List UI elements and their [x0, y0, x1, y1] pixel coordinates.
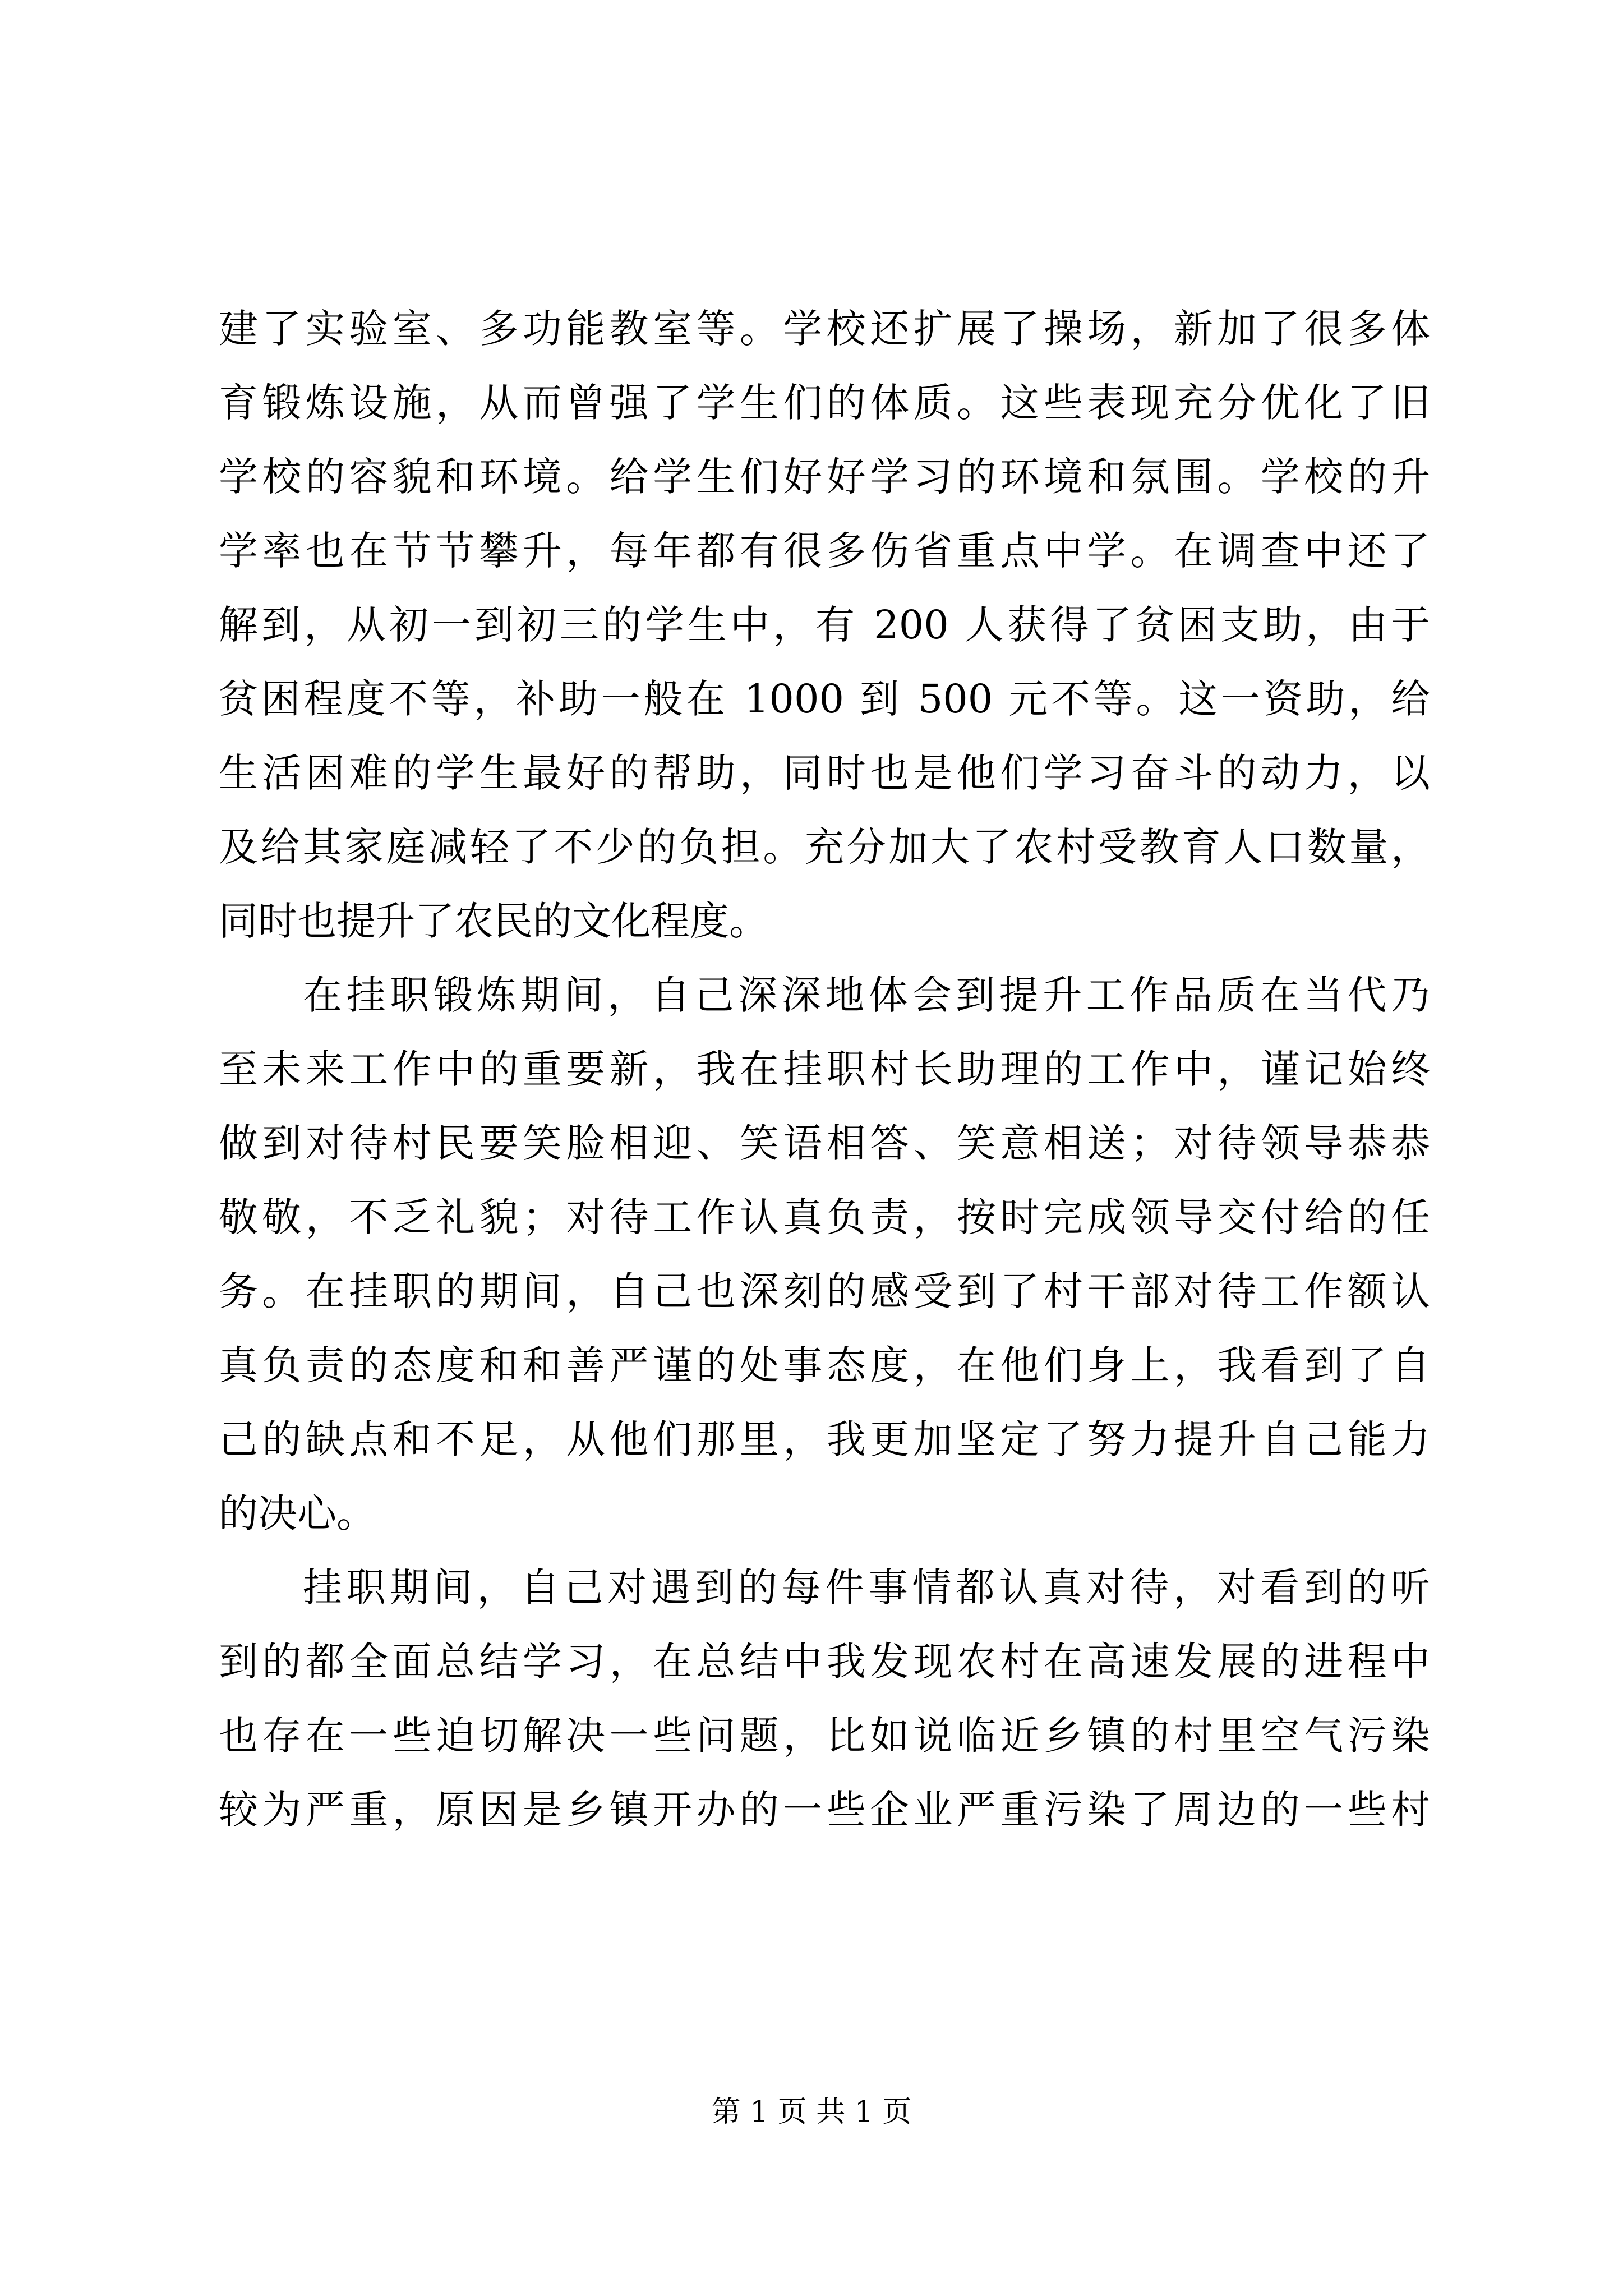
text-line: 贫困程度不等，补助一般在 1000 到 500 元不等。这一资助，给: [219, 676, 1430, 722]
text-line: 较为严重，原因是乡镇开办的一些企业严重污染了周边的一些村: [219, 1787, 1430, 1833]
text-line: 务。在挂职的期间，自己也深刻的感受到了村干部对待工作额认: [219, 1268, 1430, 1314]
text-line: 在挂职锻炼期间，自己深深地体会到提升工作品质在当代乃: [303, 972, 1430, 1018]
text-line: 己的缺点和不足，从他们那里，我更加坚定了努力提升自己能力: [219, 1416, 1430, 1462]
paragraph-1: [219, 292, 1430, 958]
text-line: 解到，从初一到初三的学生中，有 200 人获得了贫困支助，由于: [219, 602, 1430, 648]
text-line: 也存在一些迫切解决一些问题，比如说临近乡镇的村里空气污染: [219, 1713, 1430, 1759]
text-line: 学校的容貌和环境。给学生们好好学习的环境和氛围。学校的升: [219, 454, 1430, 500]
text-line: 做到对待村民要笑脸相迎、笑语相答、笑意相送；对待领导恭恭: [219, 1120, 1430, 1166]
text-line: 育锻炼设施，从而曾强了学生们的体质。这些表现充分优化了旧: [219, 380, 1430, 426]
text-line: 真负责的态度和和善严谨的处事态度，在他们身上，我看到了自: [219, 1342, 1430, 1388]
text-line: 建了实验室、多功能教室等。学校还扩展了操场，新加了很多体: [219, 306, 1430, 352]
text-line: 及给其家庭减轻了不少的负担。充分加大了农村受教育人口数量，: [219, 824, 1430, 870]
text-line: 学率也在节节攀升，每年都有很多伤省重点中学。在调查中还了: [219, 528, 1430, 574]
text-line: 同时也提升了农民的文化程度。: [219, 898, 768, 944]
text-line: 挂职期间，自己对遇到的每件事情都认真对待，对看到的听: [303, 1565, 1430, 1611]
document-body: [219, 292, 1430, 1847]
page-footer: [0, 2092, 1623, 2132]
text-line: 的决心。: [219, 1490, 376, 1536]
text-line: 至未来工作中的重要新，我在挂职村长助理的工作中，谨记始终: [219, 1046, 1430, 1092]
paragraph-3: [219, 1550, 1430, 1847]
text-line: 生活困难的学生最好的帮助，同时也是他们学习奋斗的动力，以: [219, 750, 1430, 796]
text-line: 到的都全面总结学习，在总结中我发现农村在高速发展的进程中: [219, 1639, 1430, 1685]
text-line: 敬敬，不乏礼貌；对待工作认真负责，按时完成领导交付给的任: [219, 1194, 1430, 1240]
paragraph-2: [219, 958, 1430, 1550]
page-number: 第 1 页 共 1 页: [711, 2095, 912, 2129]
